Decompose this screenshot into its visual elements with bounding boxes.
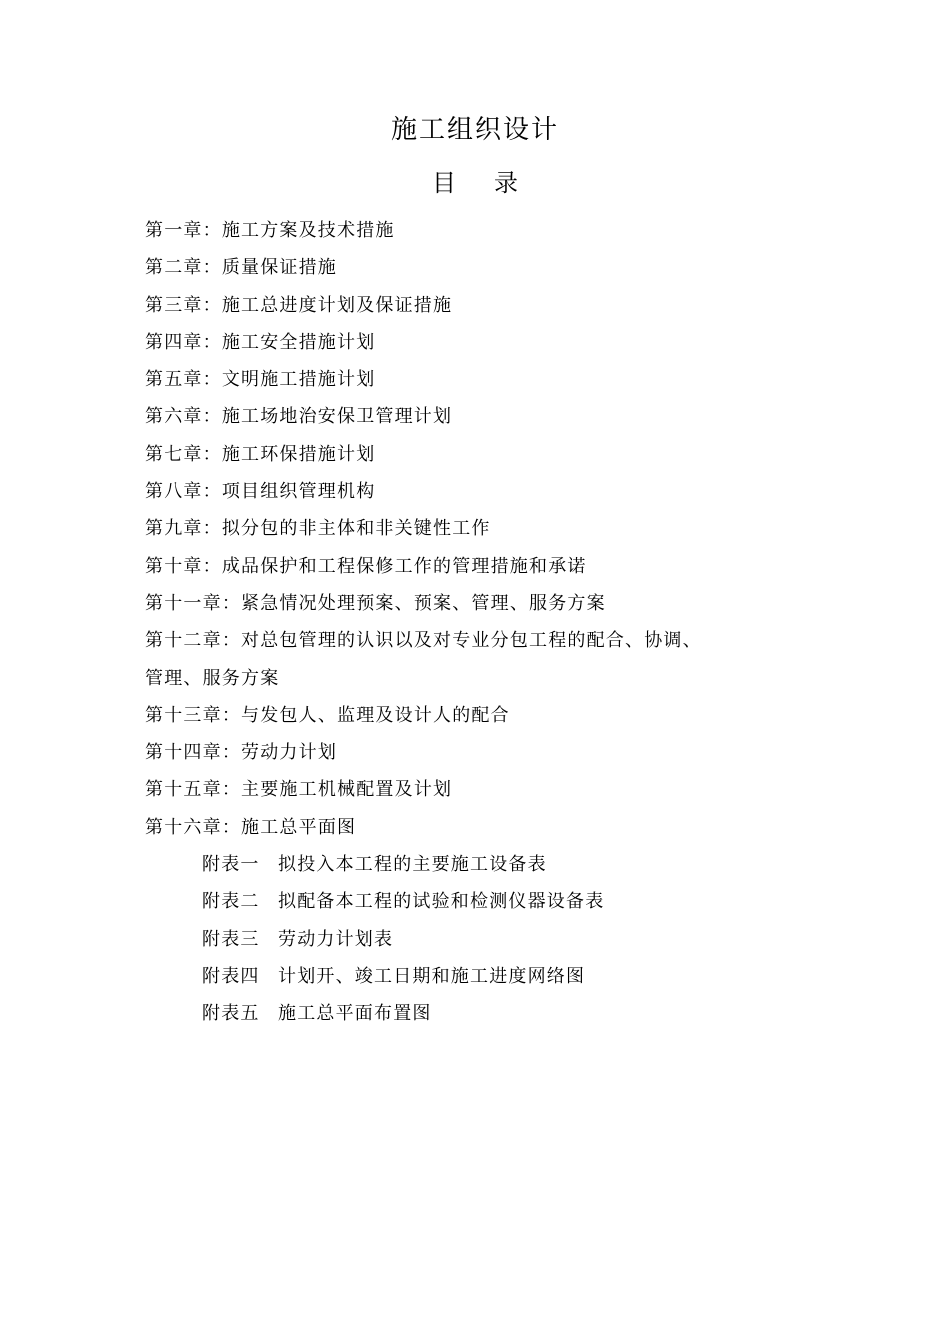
chapter-separator: ： bbox=[202, 406, 222, 428]
toc-chapter-12[interactable] bbox=[145, 622, 745, 659]
chapter-title: 质量保证措施 bbox=[221, 257, 338, 279]
chapter-separator: ： bbox=[221, 779, 242, 801]
chapter-number: 第十一章 bbox=[145, 592, 222, 614]
toc-appendix-2[interactable] bbox=[145, 883, 745, 920]
toc-heading-right: 录 bbox=[494, 169, 518, 197]
appendix-title: 劳动力计划表 bbox=[278, 928, 394, 950]
toc-chapter-14[interactable] bbox=[145, 734, 745, 771]
toc-appendix-4[interactable] bbox=[145, 958, 745, 995]
toc-chapter-10[interactable] bbox=[145, 548, 745, 585]
appendix-label: 附表五 bbox=[202, 1003, 260, 1025]
chapter-separator: ： bbox=[202, 369, 222, 391]
chapter-title: 施工安全措施计划 bbox=[221, 331, 376, 353]
appendix-title: 计划开、竣工日期和施工进度网络图 bbox=[278, 965, 586, 987]
chapter-separator: ： bbox=[221, 742, 242, 764]
chapter-title: 施工场地治安保卫管理计划 bbox=[221, 406, 453, 428]
chapter-title: 施工方案及技术措施 bbox=[221, 220, 395, 241]
chapter-separator: ： bbox=[221, 816, 242, 838]
chapter-number: 第十五章 bbox=[145, 779, 222, 801]
chapter-number: 第一章 bbox=[145, 220, 203, 241]
appendix-label: 附表三 bbox=[202, 928, 260, 950]
chapter-separator: ： bbox=[202, 518, 222, 540]
chapter-number: 第三章 bbox=[145, 294, 203, 316]
chapter-title: 成品保护和工程保修工作的管理措施和承诺 bbox=[221, 555, 587, 577]
chapter-title: 劳动力计划 bbox=[241, 742, 338, 764]
chapter-number: 第十三章 bbox=[145, 704, 222, 726]
chapter-title: 施工总平面图 bbox=[241, 816, 357, 838]
toc-chapter-16[interactable] bbox=[145, 809, 745, 846]
chapter-number: 第二章 bbox=[145, 257, 203, 279]
chapter-title: 主要施工机械配置及计划 bbox=[241, 779, 453, 801]
chapter-separator: ： bbox=[202, 331, 222, 353]
chapter-separator: ： bbox=[202, 481, 222, 503]
chapter-title: 拟分包的非主体和非关键性工作 bbox=[221, 518, 491, 540]
toc-chapter-9[interactable] bbox=[145, 510, 745, 547]
chapter-title: 施工总进度计划及保证措施 bbox=[221, 294, 453, 316]
chapter-title: 紧急情况处理预案、预案、管理、服务方案 bbox=[241, 592, 606, 614]
toc-appendix-1[interactable] bbox=[145, 846, 745, 883]
toc-chapter-12-continued[interactable] bbox=[145, 660, 745, 697]
toc-appendix-3[interactable] bbox=[145, 921, 745, 958]
table-of-contents bbox=[145, 212, 745, 1033]
document-title: 施工组织设计 bbox=[390, 115, 559, 145]
chapter-title: 项目组织管理机构 bbox=[221, 481, 376, 503]
toc-chapter-2[interactable] bbox=[145, 249, 745, 286]
appendix-label: 附表一 bbox=[202, 854, 260, 876]
chapter-title: 对总包管理的认识以及对专业分包工程的配合、协调、 bbox=[241, 630, 702, 652]
chapter-title: 施工环保措施计划 bbox=[221, 443, 376, 465]
toc-chapter-6[interactable] bbox=[145, 398, 745, 435]
appendix-title: 施工总平面布置图 bbox=[278, 1003, 432, 1025]
toc-heading bbox=[0, 166, 950, 200]
chapter-title: 与发包人、监理及设计人的配合 bbox=[241, 704, 510, 726]
chapter-separator: ： bbox=[221, 630, 242, 652]
toc-chapter-4[interactable] bbox=[145, 324, 745, 361]
chapter-number: 第十章 bbox=[145, 555, 203, 577]
toc-chapter-11[interactable] bbox=[145, 585, 745, 622]
chapter-number: 第十六章 bbox=[145, 816, 222, 838]
toc-chapter-1[interactable] bbox=[145, 212, 745, 249]
appendix-title: 拟配备本工程的试验和检测仪器设备表 bbox=[278, 891, 605, 913]
chapter-number: 第七章 bbox=[145, 443, 203, 465]
toc-chapter-7[interactable] bbox=[145, 436, 745, 473]
chapter-number: 第六章 bbox=[145, 406, 203, 428]
chapter-number: 第十四章 bbox=[145, 742, 222, 764]
chapter-number: 第九章 bbox=[145, 518, 203, 540]
appendix-label: 附表四 bbox=[202, 965, 260, 987]
chapter-separator: ： bbox=[221, 704, 242, 726]
appendix-label: 附表二 bbox=[202, 891, 260, 913]
toc-heading-left: 目 bbox=[432, 169, 456, 197]
toc-chapter-8[interactable] bbox=[145, 473, 745, 510]
toc-chapter-3[interactable] bbox=[145, 287, 745, 324]
chapter-separator: ： bbox=[202, 257, 222, 279]
chapter-title: 文明施工措施计划 bbox=[221, 369, 376, 391]
chapter-separator: ： bbox=[202, 220, 222, 241]
toc-chapter-5[interactable] bbox=[145, 361, 745, 398]
appendix-title: 拟投入本工程的主要施工设备表 bbox=[278, 854, 547, 876]
chapter-separator: ： bbox=[202, 294, 222, 316]
chapter-separator: ： bbox=[202, 443, 222, 465]
toc-chapter-13[interactable] bbox=[145, 697, 745, 734]
chapter-number: 第四章 bbox=[145, 331, 203, 353]
chapter-separator: ： bbox=[202, 555, 222, 577]
chapter-number: 第五章 bbox=[145, 369, 203, 391]
toc-chapter-15[interactable] bbox=[145, 771, 745, 808]
chapter-title: 管理、服务方案 bbox=[145, 667, 280, 689]
chapter-separator: ： bbox=[221, 592, 242, 614]
toc-appendix-5[interactable] bbox=[145, 995, 745, 1032]
chapter-number: 第十二章 bbox=[145, 630, 222, 652]
chapter-number: 第八章 bbox=[145, 481, 203, 503]
